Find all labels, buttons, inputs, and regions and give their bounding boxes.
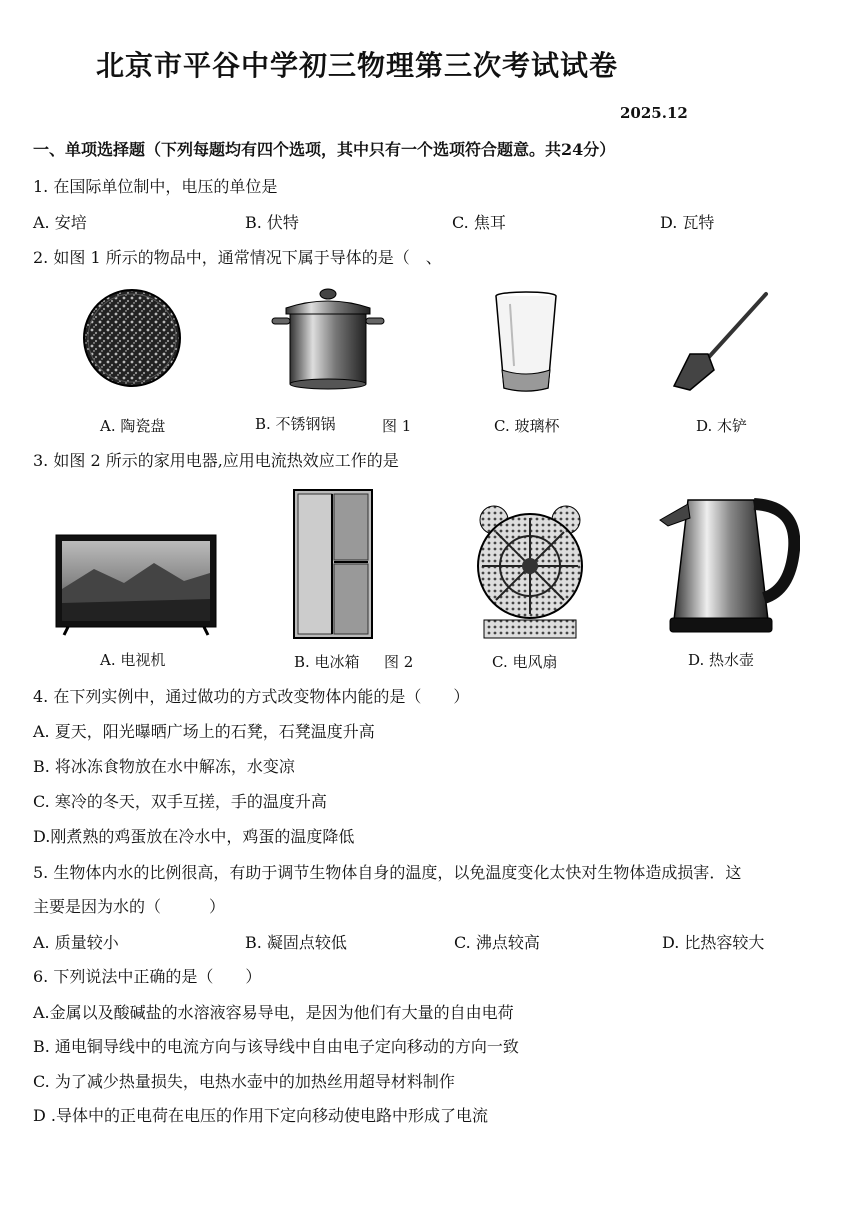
q1-stem: 1. 在国际单位制中，电压的单位是 xyxy=(33,177,278,196)
electric-kettle-image xyxy=(658,490,800,636)
q5-option-c: C. 沸点较高 xyxy=(454,933,540,952)
q3-caption-c: C. 电风扇 xyxy=(492,653,558,671)
q6-option-c: C. 为了减少热量损失，电热水壶中的加热丝用超导材料制作 xyxy=(33,1072,455,1091)
q4-option-b: B. 将冰冻食物放在水中解冻，水变凉 xyxy=(33,757,295,776)
q4-option-c: C. 寒冷的冬天，双手互搓，手的温度升高 xyxy=(33,792,327,811)
television-image xyxy=(54,533,218,637)
stainless-pot-image xyxy=(266,286,390,392)
q3-caption-b: B. 电冰箱 xyxy=(294,653,360,671)
q4-option-d: D.刚煮熟的鸡蛋放在冷水中，鸡蛋的温度降低 xyxy=(33,827,355,846)
section-heading: 一、单项选择题（下列每题均有四个选项，其中只有一个选项符合题意。共24分） xyxy=(33,140,616,159)
q2-caption-a: A. 陶瓷盘 xyxy=(100,417,166,435)
q3-stem: 3. 如图 2 所示的家用电器,应用电流热效应工作的是 xyxy=(33,451,399,470)
q5-option-d: D. 比热容较大 xyxy=(662,933,765,952)
q6-option-d: D .导体中的正电荷在电压的作用下定向移动使电路中形成了电流 xyxy=(33,1106,489,1125)
q1-option-c: C. 焦耳 xyxy=(452,213,506,232)
exam-title: 北京市平谷中学初三物理第三次考试试卷 xyxy=(96,49,619,82)
q1-option-a: A. 安培 xyxy=(33,213,87,232)
figure-1-label: 图 1 xyxy=(382,417,412,435)
q5-stem-line2: 主要是因为水的（ ） xyxy=(33,897,226,916)
q6-option-a: A.金属以及酸碱盐的水溶液容易导电，是因为他们有大量的自由电荷 xyxy=(33,1003,514,1022)
figure-2-label: 图 2 xyxy=(384,653,414,671)
q1-option-d: D. 瓦特 xyxy=(660,213,715,232)
q5-stem-line1: 5. 生物体内水的比例很高，有助于调节生物体自身的温度，以免温度变化太快对生物体造成损害．这 xyxy=(33,863,742,882)
q3-caption-d: D. 热水壶 xyxy=(688,651,755,669)
electric-fan-image xyxy=(468,504,592,642)
q5-option-a: A. 质量较小 xyxy=(33,933,119,952)
q6-option-b: B. 通电铜导线中的电流方向与该导线中自由电子定向移动的方向一致 xyxy=(33,1037,519,1056)
exam-date: 2025.12 xyxy=(620,104,688,122)
glass-cup-image xyxy=(492,290,560,394)
q4-option-a: A. 夏天，阳光曝晒广场上的石凳，石凳温度升高 xyxy=(33,722,375,741)
q5-option-b: B. 凝固点较低 xyxy=(245,933,347,952)
q2-caption-c: C. 玻璃杯 xyxy=(494,417,560,435)
wooden-spatula-image xyxy=(668,290,772,394)
q4-stem: 4. 在下列实例中，通过做功的方式改变物体内能的是（ ） xyxy=(33,687,470,706)
q6-stem: 6. 下列说法中正确的是（ ） xyxy=(33,967,262,986)
q2-caption-d: D. 木铲 xyxy=(696,417,748,435)
q2-caption-b: B. 不锈钢锅 xyxy=(255,415,336,433)
ceramic-plate-image xyxy=(82,288,182,388)
q1-option-b: B. 伏特 xyxy=(245,213,299,232)
refrigerator-image xyxy=(292,488,374,640)
q2-stem: 2. 如图 1 所示的物品中，通常情况下属于导体的是（ 、 xyxy=(33,248,442,267)
q3-caption-a: A. 电视机 xyxy=(100,651,166,669)
